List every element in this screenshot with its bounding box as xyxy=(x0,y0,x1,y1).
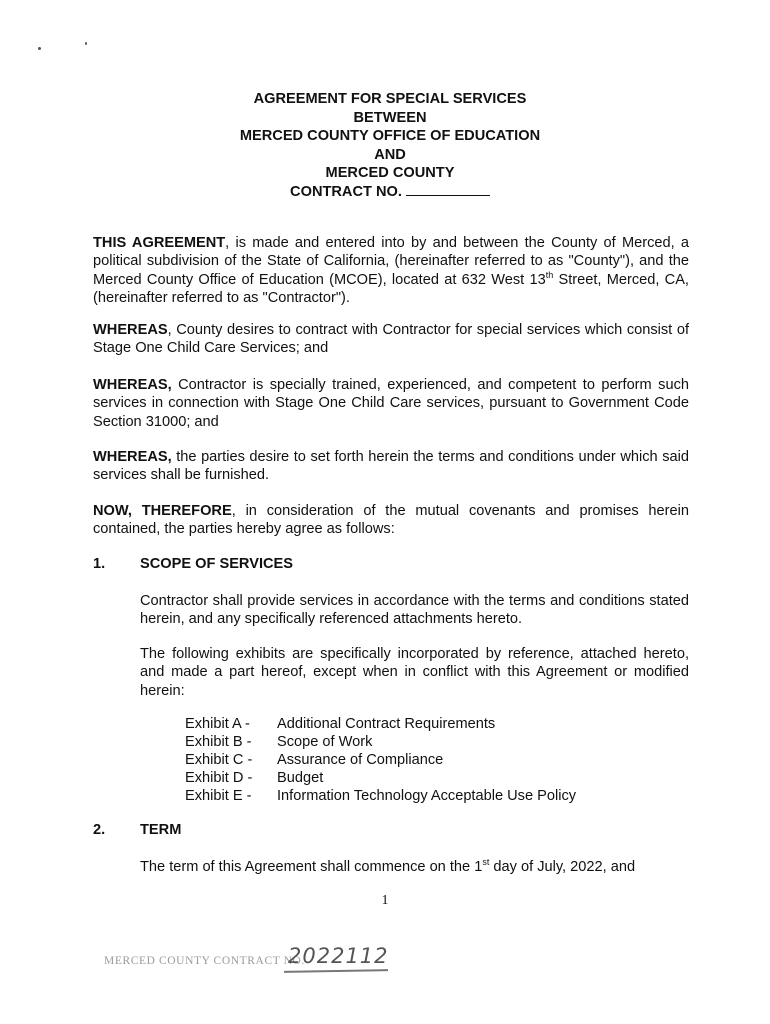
intro-lead: THIS AGREEMENT xyxy=(93,235,226,251)
exhibit-row xyxy=(185,788,576,806)
exhibit-label: Exhibit E - xyxy=(185,787,252,804)
whereas-paragraph-1 xyxy=(93,321,689,358)
title-line: AGREEMENT FOR SPECIAL SERVICES xyxy=(253,91,527,107)
whereas-lead: WHEREAS, xyxy=(93,449,172,465)
now-text: , in consideration of the mutual covenants and promises herein contained, the parties hereby agree as follows: xyxy=(93,503,690,538)
exhibit-label: Exhibit C - xyxy=(185,751,253,768)
intro-text-b: Street, Merced, CA, (hereinafter referred to as "Contractor"). xyxy=(93,271,689,306)
exhibit-description: Additional Contract Requirements xyxy=(277,716,496,732)
term-text-b: day of July, 2022, and xyxy=(489,859,636,875)
exhibit-description: Scope of Work xyxy=(277,733,373,750)
exhibit-description: Budget xyxy=(277,769,324,786)
exhibit-row xyxy=(185,752,576,770)
scan-speck xyxy=(85,42,87,45)
contract-number-line xyxy=(180,183,600,202)
exhibit-description: Assurance of Compliance xyxy=(277,751,444,768)
title-line: BETWEEN xyxy=(353,109,427,126)
whereas-text: Contractor is specially trained, experienced, and competent to perform such services in connection with Stage One Child Care services, pursuant to Government Code Section 31000; and xyxy=(93,377,689,430)
exhibit-row xyxy=(185,734,576,752)
title-line: MERCED COUNTY OFFICE OF EDUCATION xyxy=(239,128,541,145)
whereas-text: , County desires to contract with Contractor for special services which consist of Stage One Child Care Services; and xyxy=(93,322,689,357)
section-2-title: TERM xyxy=(140,822,182,838)
whereas-paragraph-3 xyxy=(93,448,689,485)
contract-number-label: CONTRACT NO. xyxy=(290,183,402,200)
section-1-title: SCOPE OF SERVICES xyxy=(140,556,294,572)
exhibit-list xyxy=(185,716,576,806)
term-text-a: The term of this Agreement shall commence on the 1 xyxy=(140,859,483,875)
intro-superscript: th xyxy=(545,269,554,280)
title-line: MERCED COUNTY xyxy=(325,165,455,182)
exhibit-row xyxy=(185,770,576,788)
whereas-lead: WHEREAS xyxy=(93,322,168,338)
section-2-number: 2. xyxy=(93,822,106,838)
section-2-paragraph xyxy=(140,858,689,876)
whereas-lead: WHEREAS, xyxy=(93,377,172,393)
now-lead: NOW, THEREFORE xyxy=(93,503,232,519)
intro-paragraph xyxy=(93,234,689,307)
agreement-title xyxy=(180,90,600,202)
exhibit-label: Exhibit B - xyxy=(185,733,252,750)
contract-number-blank xyxy=(406,183,490,196)
term-superscript: st xyxy=(482,857,490,868)
section-1-paragraph-2: The following exhibits are specifically incorporated by reference, attached hereto, and made a part hereof, except when in conflict with this Agreement or modified herein: xyxy=(140,646,689,699)
contract-stamp: MERCED COUNTY CONTRACT NO. xyxy=(104,955,305,967)
section-1-paragraph-1: Contractor shall provide services in accordance with the terms and conditions stated herein, and any specifically referenced attachments hereto. xyxy=(140,593,689,628)
handwritten-underline xyxy=(284,969,388,973)
title-line: AND xyxy=(374,146,406,163)
whereas-text: the parties desire to set forth herein the terms and conditions under which said services shall be furnished. xyxy=(93,449,689,484)
intro-text-a: , is made and entered into by and between the County of Merced, a political subdivision of the State of California, (hereinafter referred to as "County"), and the Merced County Office of Education (MCOE), located at 632 West 13 xyxy=(93,235,690,288)
exhibit-label: Exhibit A - xyxy=(185,716,250,732)
section-1-number: 1. xyxy=(93,556,106,572)
handwritten-contract-number: 2022112 xyxy=(288,944,389,968)
exhibit-description: Information Technology Acceptable Use Policy xyxy=(277,787,577,804)
exhibit-label: Exhibit D - xyxy=(185,769,253,786)
scan-speck xyxy=(38,47,41,50)
page-number: 1 xyxy=(381,893,389,908)
whereas-paragraph-2 xyxy=(93,376,689,431)
now-therefore-paragraph xyxy=(93,502,689,539)
exhibit-row xyxy=(185,716,576,734)
